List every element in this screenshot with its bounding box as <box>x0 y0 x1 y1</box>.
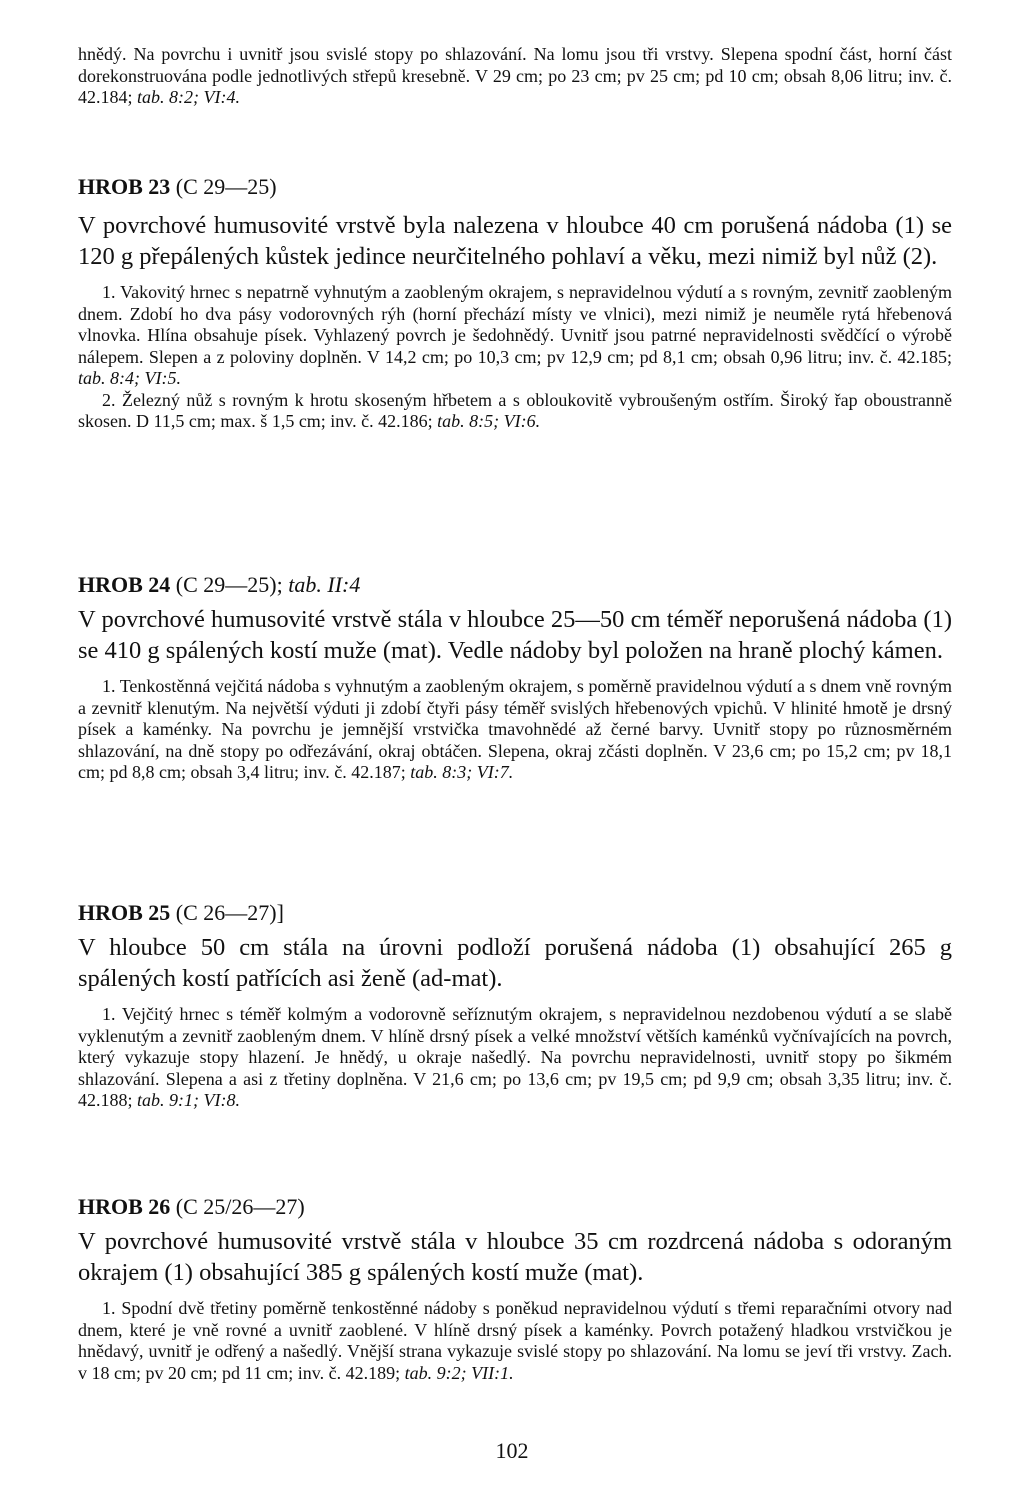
grave-26-item-1 <box>78 1298 952 1384</box>
grave-24-title: HROB 24 <box>78 572 171 597</box>
intro-reference: tab. 8:2; VI:4. <box>137 87 240 107</box>
grave-23-heading <box>78 174 952 200</box>
grave-25-summary: V hloubce 50 cm stála na úrovni podloží porušená nádoba (1) obsahující 265 g spálených kostí patřících asi ženě (ad-mat). <box>78 934 952 992</box>
grave-24-heading <box>78 572 952 598</box>
item-reference: tab. 8:5; VI:6. <box>437 411 541 431</box>
grave-24-coordinates: (C 29—25); <box>175 572 283 597</box>
item-text: 2. Železný nůž s rovným k hrotu skoseným hřbetem a s obloukovitě vybroušeným ostřím. Široký řap oboustranně skosen. D 11,5 cm; max. š 1,5 cm; inv. č. 42.186; <box>78 389 952 431</box>
intro-paragraph <box>78 44 952 109</box>
grave-23-summary: V povrchové humusovité vrstvě byla nalezena v hloubce 40 cm porušená nádoba (1) se 120 g přepálených kůstek jedince neurčitelného pohlaví a věku, mezi nimiž byl nůž (2). <box>78 212 952 270</box>
item-reference: tab. 9:1; VI:8. <box>137 1090 240 1110</box>
grave-23-item-2 <box>78 390 952 433</box>
grave-23-title: HROB 23 <box>78 174 171 199</box>
grave-23-coordinates: (C 29—25) <box>175 174 277 199</box>
grave-25-item-1 <box>78 1004 952 1112</box>
grave-23-item-1 <box>78 282 952 390</box>
grave-26-title: HROB 26 <box>78 1194 171 1219</box>
grave-25-section <box>78 900 952 1112</box>
intro-text: hnědý. Na povrchu i uvnitř jsou svislé stopy po shlazování. Na lomu jsou tři vrstvy. Slepena spodní část, horní část dorekonstruována podle jednotlivých střepů kresebně. V 29 cm; po 23 cm; pv 25 cm; pd 10 cm; obsah 8,06 litru; inv. č. 42.184; <box>78 44 952 107</box>
grave-24-summary: V povrchové humusovité vrstvě stála v hloubce 25—50 cm téměř neporušená nádoba (1) se 410 g spálených kostí muže (mat). Vedle nádoby byl položen na hraně plochý kámen. <box>78 606 952 664</box>
item-text: 1. Vakovitý hrnec s nepatrně vyhnutým a zaobleným okrajem, s nepravidelnou výdutí a s rovným, zevnitř zaobleným dnem. Zdobí ho dva pásy vodorovných rýh (horní přechází místy ve vlnici), mezi nimiž je neuměle rytá hřebenová vlnovka. Hlína obsahuje písek. Vyhlazený povrch je šedohnědý. Uvnitř jsou patrné nepravidelnosti svědčící o výrobě nálepem. Slepen a z poloviny doplněn. V 14,2 cm; po 10,3 cm; pv 12,9 cm; pd 8,1 cm; obsah 0,96 litru; inv. č. 42.185; <box>78 282 952 367</box>
grave-23-section <box>78 174 952 433</box>
grave-26-summary: V povrchové humusovité vrstvě stála v hloubce 35 cm rozdrcená nádoba s odoraným okrajem (1) obsahující 385 g spálených kostí muže (mat). <box>78 1228 952 1286</box>
document-page <box>78 44 952 1383</box>
grave-24-item-1 <box>78 676 952 784</box>
item-reference: tab. 8:3; VI:7. <box>410 762 514 782</box>
grave-25-coordinates: (C 26—27)] <box>175 900 284 925</box>
item-text: 1. Vejčitý hrnec s téměř kolmým a vodorovně seříznutým okrajem, s nepravidelnou nezdobenou výdutí a se slabě vyklenutým a zevnitř zaobleným dnem. V hlíně drsný písek a velké množství větších kaménků vyčnívajících na povrch, který vykazuje stopy hlazení. Je hnědý, u okraje našedlý. Na povrchu nepravidelnosti, uvnitř stopy po šikmém shlazování. Slepena a asi z třetiny doplněna. V 21,6 cm; po 13,6 cm; pv 19,5 cm; pd 9,9 cm; obsah 3,35 litru; inv. č. 42.188; <box>78 1004 952 1110</box>
item-reference: tab. 9:2; VII:1. <box>404 1362 514 1383</box>
grave-24-section <box>78 572 952 784</box>
grave-26-heading <box>78 1194 952 1220</box>
grave-25-heading <box>78 900 952 926</box>
item-reference: tab. 8:4; VI:5. <box>78 368 181 388</box>
grave-24-plate-reference: tab. II:4 <box>288 572 361 597</box>
page-number: 102 <box>495 1438 529 1463</box>
grave-26-section <box>78 1194 952 1384</box>
grave-26-coordinates: (C 25/26—27) <box>175 1194 305 1219</box>
grave-25-title: HROB 25 <box>78 900 171 925</box>
item-text: 1. Spodní dvě třetiny poměrně tenkostěnné nádoby s poněkud nepravidelnou výdutí s třemi reparačními otvory nad dnem, které je vně rovné a uvnitř zaoblené. V hlíně drsný písek a kaménky. Povrch potažený hladkou vrstvičkou je hnědavý, uvnitř je odřený a našedlý. Vnější strana vykazuje svislé stopy po shlazování. Na lomu se jeví tři vrstvy. Zach. v 18 cm; pv 20 cm; pd 11 cm; inv. č. 42.189; <box>78 1298 952 1383</box>
item-text: 1. Tenkostěnná vejčitá nádoba s vyhnutým a zaobleným okrajem, s poměrně pravidelnou výdutí a s dnem vně rovným a zevnitř klenutým. Na největší výduti ji zdobí čtyři pásy téměř svislých hřebenových vpichů. V hlinité hmotě je drsný písek a kaménky. Na povrchu je jemnější vrstvička tmavohnědé až černé barvy. Uvnitř stopy po různosměrném shlazování, na dně stopy po odřezávání, okraj obtáčen. Slepena, okraj zčásti doplněn. V 23,6 cm; po 15,2 cm; pv 18,1 cm; pd 8,8 cm; obsah 3,4 litru; inv. č. 42.187; <box>78 676 952 782</box>
